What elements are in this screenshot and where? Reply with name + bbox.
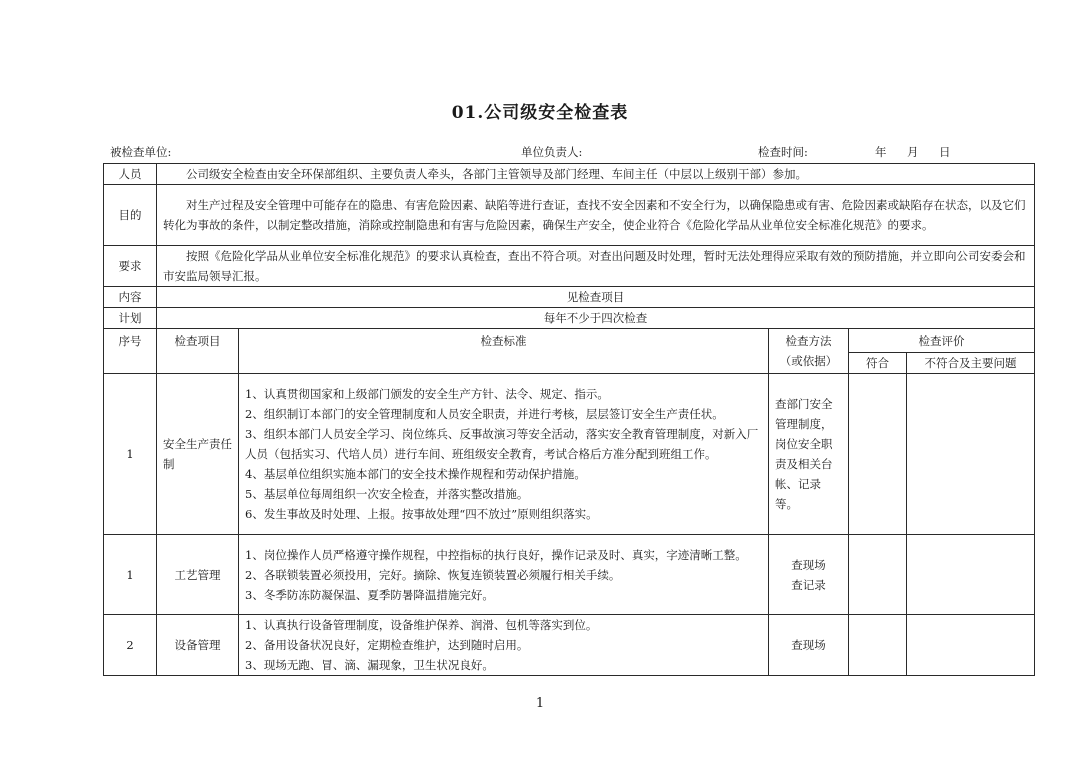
row-nonconform-cell[interactable]: [907, 374, 1035, 535]
document-title: 01.公司级安全检查表: [451, 103, 629, 123]
header-row: [104, 329, 1035, 353]
standard-line: 2、组织制订本部门的安全管理制度和人员安全职责，并进行考核，层层签订安全生产责任状。: [245, 407, 724, 421]
header-standard: 检查标准: [239, 329, 769, 374]
standard-line: 3、组织本部门人员安全学习、岗位练兵、反事故演习等安全活动，落实安全教育管理制度，对新入厂人员（包括实习、代培人员）进行车间、班组级安全教育，考试合格后方准分配到班组工作。: [245, 427, 759, 461]
row-standards: [239, 535, 769, 615]
standard-line: 4、基层单位组织实施本部门的安全技术操作规程和劳动保护措施。: [245, 467, 586, 481]
standard-line: 1、认真执行设备管理制度，设备维护保养、润滑、包机等落实到位。: [245, 618, 598, 632]
standard-line: 6、发生事故及时处理、上报。按事故处理“四不放过”原则组织落实。: [245, 507, 598, 521]
header-method: [769, 329, 849, 374]
personnel-row: [104, 164, 1035, 185]
row-conform-cell[interactable]: [849, 615, 907, 676]
purpose-label: 目的: [104, 185, 157, 246]
standard-line: 5、基层单位每周组织一次安全检查，并落实整改措施。: [245, 487, 529, 501]
plan-row: [104, 308, 1035, 329]
standard-line: 2、各联锁装置必须投用，完好。摘除、恢复连锁装置必须履行相关手续。: [245, 567, 621, 582]
header-method-line1: 检查方法: [785, 334, 832, 348]
inspection-table: [103, 163, 1035, 676]
personnel-text: 公司级安全检查由安全环保部组织、主要负责人牵头，各部门主管领导及部门经理、车间主任（中层以上级别干部）参加。: [157, 164, 1035, 185]
year-label: 年: [875, 145, 887, 159]
plan-text: 每年不少于四次检查: [157, 308, 1035, 329]
row-item: 安全生产责任制: [157, 374, 239, 535]
purpose-row: [104, 185, 1035, 246]
purpose-text: 对生产过程及安全管理中可能存在的隐患、有害危险因素、缺陷等进行查证，查找不安全因素和不安全行为，以确保隐患或有害、危险因素或缺陷存在状态，以及它们转化为事故的条件，以制定整改措施，消除或控制隐患和有害与危险因素，确保生产安全，使企业符合《危险化学品从业单位安全标准化规范》的要求。: [157, 185, 1035, 246]
row-method: 查现场: [769, 615, 849, 676]
header-nonconform: 不符合及主要问题: [907, 353, 1035, 374]
row-nonconform-cell[interactable]: [907, 615, 1035, 676]
header-conform: 符合: [849, 353, 907, 374]
row-method: 查部门安全管理制度，岗位安全职责及相关台帐、记录等。: [769, 374, 849, 535]
inspected-unit-label: 被检查单位:: [110, 145, 172, 159]
header-item: 检查项目: [157, 329, 239, 374]
header-seq: 序号: [104, 329, 157, 374]
standard-line: 2、备用设备状况良好，定期检查维护，达到随时启用。: [245, 638, 529, 652]
personnel-label: 人员: [104, 164, 157, 185]
row-seq: 1: [104, 535, 157, 615]
table-row: [104, 615, 1035, 676]
row-seq: 2: [104, 615, 157, 676]
row-item: 设备管理: [157, 615, 239, 676]
row-standards: [239, 615, 769, 676]
month-label: 月: [907, 145, 919, 159]
standard-line: 1、岗位操作人员严格遵守操作规程，中控指标的执行良好，操作记录及时、真实，字迹清晰工整。: [245, 547, 747, 562]
content-label: 内容: [104, 287, 157, 308]
header-evaluation: 检查评价: [849, 329, 1035, 353]
row-nonconform-cell[interactable]: [907, 535, 1035, 615]
page-number: 1: [535, 696, 545, 711]
row-conform-cell[interactable]: [849, 374, 907, 535]
inspect-time-label: 检查时间:: [758, 145, 808, 159]
row-method: 查现场查记录: [769, 535, 849, 615]
day-label: 日: [939, 145, 951, 159]
row-seq: 1: [104, 374, 157, 535]
requirement-text: 按照《危险化学品从业单位安全标准化规范》的要求认真检查，查出不符合项。对查出问题及时处理，暂时无法处理得应采取有效的预防措施，并立即向公司安委会和市安监局领导汇报。: [157, 246, 1035, 287]
standard-line: 1、认真贯彻国家和上级部门颁发的安全生产方针、法令、规定、指示。: [245, 387, 609, 401]
requirement-row: [104, 246, 1035, 287]
header-method-line2: （或依据）: [779, 354, 838, 368]
row-standards: [239, 374, 769, 535]
requirement-label: 要求: [104, 246, 157, 287]
table-row: [104, 535, 1035, 615]
standard-line: 3、现场无跑、冒、滴、漏现象，卫生状况良好。: [245, 658, 494, 672]
content-text: 见检查项目: [157, 287, 1035, 308]
plan-label: 计划: [104, 308, 157, 329]
row-item: 工艺管理: [157, 535, 239, 615]
row-conform-cell[interactable]: [849, 535, 907, 615]
unit-head-label: 单位负责人:: [521, 145, 583, 159]
content-row: [104, 287, 1035, 308]
standard-line: 3、冬季防冻防凝保温、夏季防暑降温措施完好。: [245, 587, 494, 602]
table-row: [104, 374, 1035, 535]
